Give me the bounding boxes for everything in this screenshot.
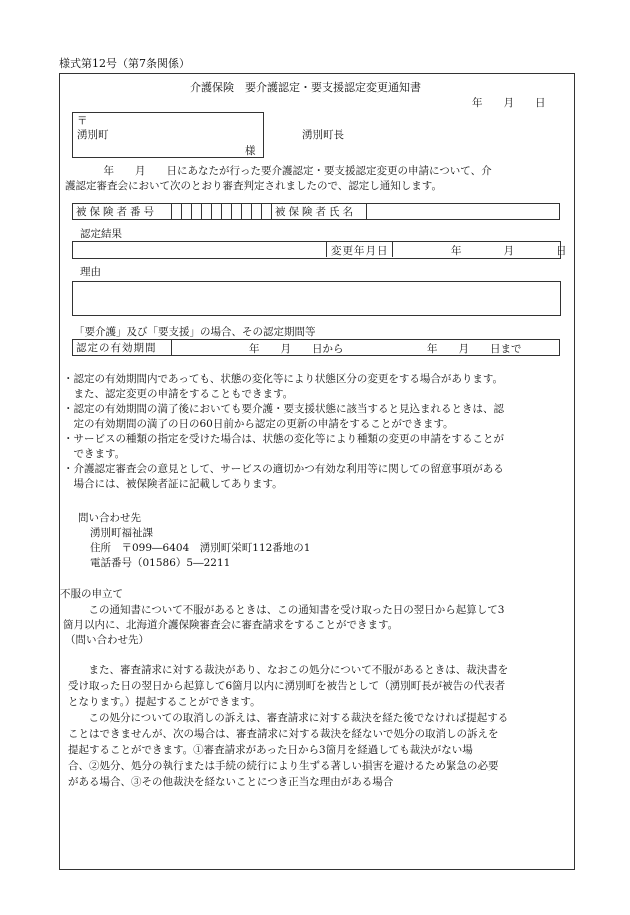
number-cell[interactable] xyxy=(202,204,212,220)
number-cell[interactable] xyxy=(212,204,222,220)
lawsuit-line: ことはできませんが、次の場合は、審査請求に対する裁決を経ないで処分の取消しの訴えを xyxy=(68,728,499,740)
contact-department: 湧別町福祉課 xyxy=(90,527,153,539)
reason-box[interactable] xyxy=(72,281,561,316)
result-label: 認定結果 xyxy=(80,228,122,240)
note-line: ・認定の有効期間の満了後においても要介護・要支援状態に該当すると見込まれるときは、認 xyxy=(63,403,504,415)
change-date-label: 変更年月日 xyxy=(331,245,389,257)
appeal-line: （問い合わせ先） xyxy=(65,634,149,646)
validity-from: 年 月 日から xyxy=(249,343,344,355)
validity-heading: 「要介護」及び「要支援」の場合、その認定期間等 xyxy=(74,326,316,338)
note-line: ・介護認定審査会の意見として、サービスの適切かつ有効な利用等に関しての留意事項がある xyxy=(63,463,504,475)
address-town: 湧別町 xyxy=(77,129,109,141)
appeal-line: この通知書について不服があるときは、この通知書を受け取った日の翌日から起算して3 xyxy=(78,604,505,616)
change-date-value: 年 月 日 xyxy=(451,245,567,257)
form-number: 様式第12号（第7条関係） xyxy=(59,57,190,70)
honorific: 様 xyxy=(245,145,256,157)
insured-name-label: 被保険者氏名 xyxy=(272,204,367,220)
note-line: 定の有効期間の満了の日の60日前から認定の更新の申請をすることができます。 xyxy=(63,418,454,430)
note-line: できます。 xyxy=(63,448,126,460)
lawsuit-line: この処分についての取消しの訴えは、審査請求に対する裁決を経た後でなければ提起する xyxy=(78,712,509,724)
number-cell[interactable] xyxy=(182,204,192,220)
lawsuit-line: となります。）提起することができます。 xyxy=(68,696,261,708)
number-cell[interactable] xyxy=(262,204,272,220)
document-title: 介護保険 要介護認定・要支援認定変更通知書 xyxy=(190,81,421,94)
lawsuit-line: がある場合、③その他裁決を経ないことにつき正当な理由がある場合 xyxy=(68,776,394,788)
lawsuit-line: 受け取った日の翌日から起算して6箇月以内に湧別町を被告として（湧別町長が被告の代表者 xyxy=(68,680,506,692)
note-line: ・サービスの種類の指定を受けた場合は、状態の変化等により種類の変更の申請をすることが xyxy=(63,433,504,445)
insured-number-label: 被保険者番号 xyxy=(73,204,172,220)
note-line: 場合には、被保険者証に記載してあります。 xyxy=(63,478,283,490)
issue-date: 年 月 日 xyxy=(472,97,546,109)
number-cell[interactable] xyxy=(222,204,232,220)
contact-heading: 問い合わせ先 xyxy=(78,512,141,524)
appeal-heading: 不服の申立て xyxy=(60,588,123,600)
reason-label: 理由 xyxy=(80,266,101,278)
number-cell[interactable] xyxy=(172,204,182,220)
number-cell[interactable] xyxy=(232,204,242,220)
validity-table xyxy=(72,339,560,356)
lawsuit-line: 合、②処分、処分の執行または手続の続行により生ずる著しい損害を避けるため緊急の必要 xyxy=(68,760,499,772)
postal-mark: 〒 xyxy=(77,115,88,127)
contact-phone: 電話番号（01586）5―2211 xyxy=(90,557,231,569)
number-cell[interactable] xyxy=(252,204,262,220)
contact-address: 住所 〒099―6404 湧別町栄町112番地の1 xyxy=(90,542,311,554)
number-cell[interactable] xyxy=(192,204,202,220)
issuer-name: 湧別町長 xyxy=(302,129,344,141)
note-line: また、認定変更の申請をすることもできます。 xyxy=(63,388,294,400)
appeal-line: 箇月以内に、北海道介護保険審査会に審査請求をすることができます。 xyxy=(63,619,399,631)
note-line: ・認定の有効期間内であっても、状態の変化等により状態区分の変更をする場合があります。 xyxy=(63,373,504,385)
insured-table xyxy=(72,203,560,220)
lawsuit-line: また、審査請求に対する裁決があり、なおこの処分について不服があるときは、裁決書を xyxy=(78,664,509,676)
number-cell[interactable] xyxy=(242,204,252,220)
intro-line: 護認定審査会において次のとおり審査判定されましたので、認定し通知します。 xyxy=(65,180,442,192)
intro-line: 年 月 日にあなたが行った要介護認定・要支援認定変更の申請について、介 xyxy=(72,165,492,177)
validity-to: 年 月 日まで xyxy=(427,343,522,355)
insured-name-field[interactable] xyxy=(367,204,560,220)
validity-label: 認定の有効期間 xyxy=(73,340,172,356)
lawsuit-line: 提起することができます。①審査請求があった日から3箇月を経過しても裁決がない場 xyxy=(68,744,473,756)
